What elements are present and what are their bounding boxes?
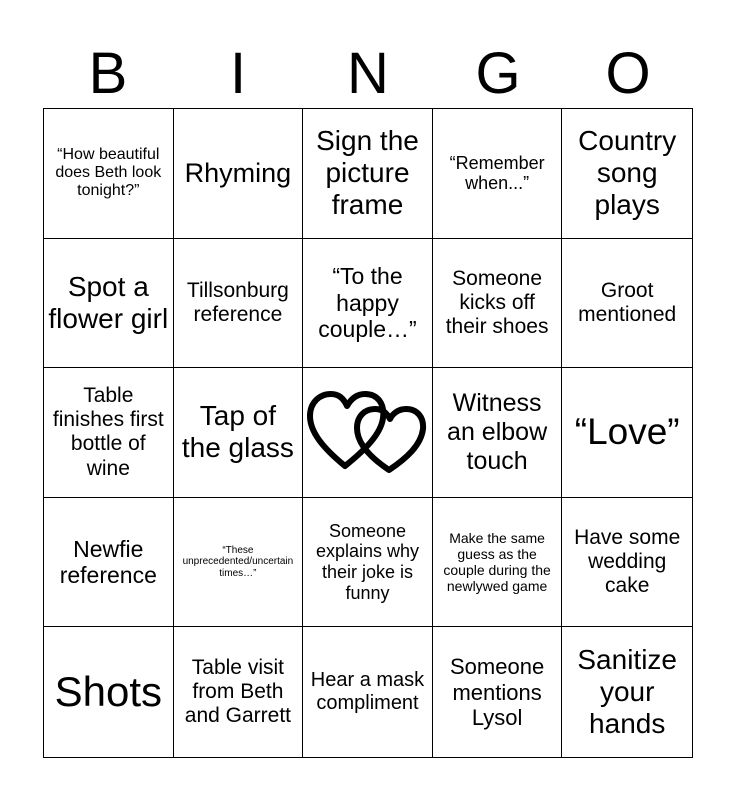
cell-text: Shots (54, 668, 162, 716)
bingo-cell-n2[interactable] (303, 239, 433, 369)
cell-text: Make the same guess as the couple during the newlywed game (443, 529, 551, 595)
header-letter-b: B (88, 41, 128, 106)
cell-text: Witness an elbow touch (447, 389, 548, 475)
bingo-cell-b5[interactable] (44, 627, 174, 757)
bingo-header (43, 40, 693, 108)
cell-text: Rhyming (184, 157, 292, 188)
cell-text: Tap of the glass (181, 400, 294, 464)
cell-text: Country song plays (578, 125, 677, 221)
bingo-cell-i1[interactable] (174, 109, 304, 239)
bingo-cell-n3-free-space[interactable] (303, 368, 433, 498)
bingo-cell-g4[interactable] (433, 498, 563, 628)
bingo-cell-o5[interactable] (562, 627, 692, 757)
bingo-cell-o4[interactable] (562, 498, 692, 628)
bingo-cell-i5[interactable] (174, 627, 304, 757)
bingo-cell-g5[interactable] (433, 627, 563, 757)
cell-text: Someone explains why their joke is funny (315, 520, 420, 603)
cell-text: Sanitize your hands (577, 643, 677, 740)
cell-text: “Remember when...” (449, 152, 545, 194)
cell-text: Hear a mask compliment (310, 669, 425, 715)
header-letter-g: G (475, 41, 521, 106)
bingo-cell-b4[interactable] (44, 498, 174, 628)
cell-text: Someone mentions Lysol (450, 654, 545, 730)
bingo-cell-g1[interactable] (433, 109, 563, 239)
cell-text: “To the happy couple…” (318, 263, 417, 343)
bingo-cell-g3[interactable] (433, 368, 563, 498)
bingo-cell-i3[interactable] (174, 368, 304, 498)
cell-text: Table finishes first bottle of wine (52, 384, 164, 480)
cell-text: Newfie reference (59, 535, 157, 589)
cell-text: Groot mentioned (578, 278, 677, 326)
bingo-cell-n4[interactable] (303, 498, 433, 628)
cell-text: Spot a flower girl (48, 270, 169, 334)
bingo-cell-i4[interactable] (174, 498, 304, 628)
cell-text: “How beautiful does Beth look tonight?” (55, 145, 162, 200)
bingo-cell-g2[interactable] (433, 239, 563, 369)
cell-text: Sign the picture frame (316, 125, 419, 221)
cell-text: Tillsonburg reference (186, 278, 289, 326)
bingo-cell-i2[interactable] (174, 239, 304, 369)
bingo-cell-n5[interactable] (303, 627, 433, 757)
header-letter-o: O (605, 41, 651, 106)
cell-text: “These unprecedented/uncertain times…” (182, 544, 294, 579)
cell-text: Someone kicks off their shoes (445, 266, 549, 338)
cell-text: Table visit from Beth and Garrett (184, 655, 291, 728)
header-letter-i: I (229, 41, 247, 106)
bingo-cell-o2[interactable] (562, 239, 692, 369)
bingo-board (43, 108, 693, 758)
cell-text: Have some wedding cake (574, 525, 681, 598)
bingo-cell-n1[interactable] (303, 109, 433, 239)
header-letter-n: N (347, 41, 389, 106)
bingo-cell-o1[interactable] (562, 109, 692, 239)
bingo-cell-o3[interactable] (562, 368, 692, 498)
two-hearts-icon (307, 382, 427, 482)
bingo-cell-b2[interactable] (44, 239, 174, 369)
cell-text: “Love” (574, 411, 680, 453)
bingo-cell-b1[interactable] (44, 109, 174, 239)
bingo-cell-b3[interactable] (44, 368, 174, 498)
